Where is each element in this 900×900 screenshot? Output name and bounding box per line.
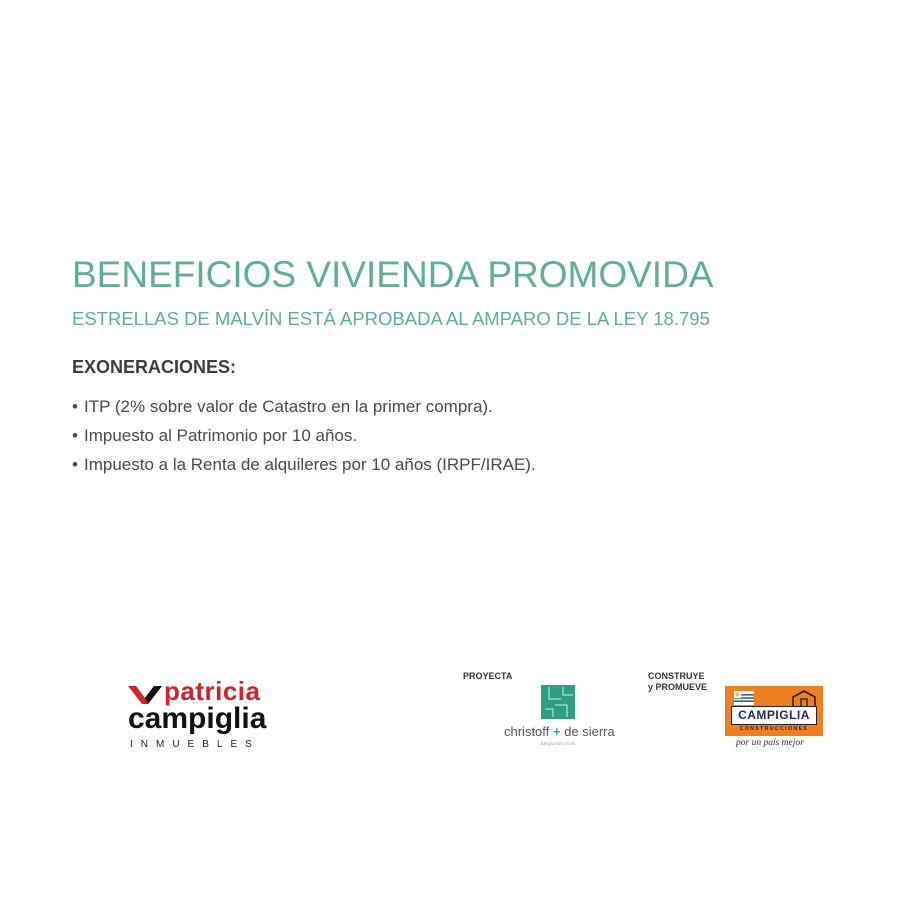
cds-name-part2: de sierra — [564, 724, 615, 739]
campiglia-name: CAMPIGLIA — [731, 706, 817, 725]
christoff-de-sierra-subtitle: ARQUITECTOS — [541, 741, 576, 746]
campiglia-subtitle: CONSTRUCCIONES — [739, 726, 809, 732]
patricia-campiglia-logo — [126, 676, 301, 756]
christoff-de-sierra-name — [504, 724, 615, 739]
list-item — [72, 421, 536, 450]
bullet-dot: • — [72, 397, 78, 416]
construye-label-line1: CONSTRUYE — [648, 671, 705, 681]
list-item — [72, 392, 536, 421]
construye-label — [648, 671, 707, 693]
christoff-de-sierra-mark-icon — [541, 685, 575, 719]
campiglia-slogan: por un país mejor — [736, 738, 804, 748]
cds-plus: + — [552, 724, 561, 739]
uruguay-flag-icon — [734, 691, 754, 705]
list-item — [72, 450, 536, 479]
logo-text-inmuebles: INMUEBLES — [130, 739, 260, 750]
list-item-text: Impuesto a la Renta de alquileres por 10 años (IRPF/IRAE). — [84, 455, 536, 474]
list-item-text: Impuesto al Patrimonio por 10 años. — [84, 426, 358, 445]
logo-text-campiglia: campiglia — [128, 702, 267, 735]
exoneraciones-list — [72, 392, 536, 479]
bullet-dot: • — [72, 426, 78, 445]
list-item-text: ITP (2% sobre valor de Catastro en la primer compra). — [84, 397, 493, 416]
cds-name-part1: christoff — [504, 724, 550, 739]
page-title: BENEFICIOS VIVIENDA PROMOVIDA — [72, 254, 714, 295]
bullet-dot: • — [72, 455, 78, 474]
proyecta-label: PROYECTA — [463, 671, 513, 681]
section-heading: EXONERACIONES: — [72, 357, 237, 377]
logo-text-patricia: patricia — [164, 676, 261, 706]
construye-label-line2: y PROMUEVE — [648, 682, 708, 692]
campiglia-construcciones-logo — [725, 686, 823, 736]
page-subtitle: ESTRELLAS DE MALVÍN ESTÁ APROBADA AL AMPARO DE LA LEY 18.795 — [72, 308, 710, 329]
